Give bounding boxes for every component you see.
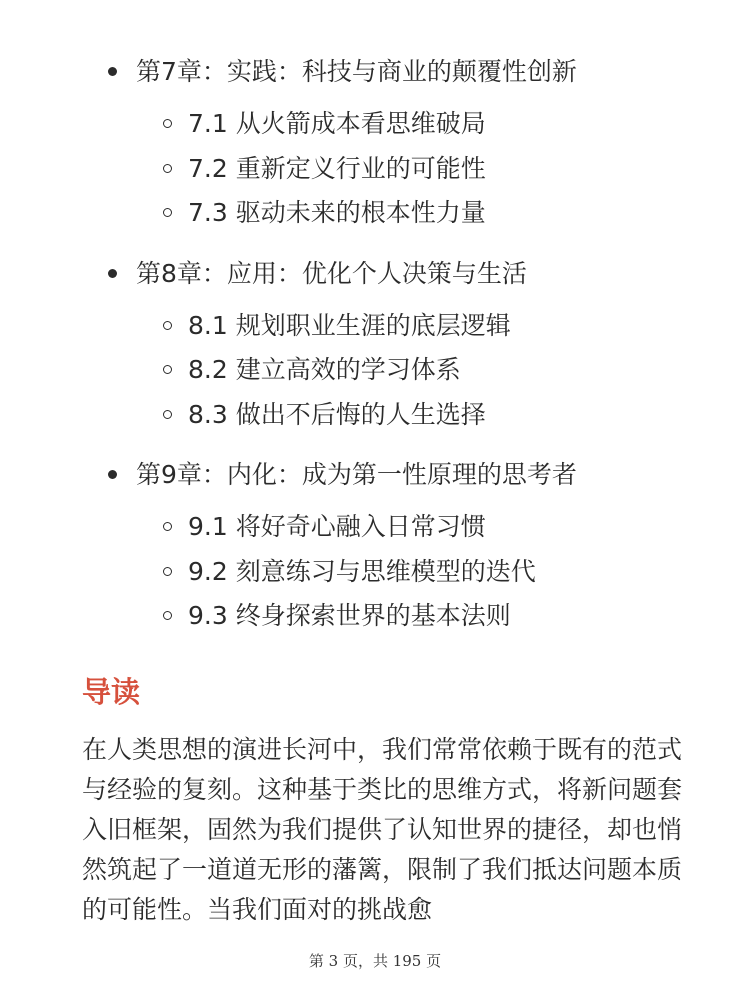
section-title: 8.3 做出不后悔的人生选择 <box>188 399 486 429</box>
section-title: 8.1 规划职业生涯的底层逻辑 <box>188 310 511 340</box>
section-list <box>108 505 728 639</box>
bullet-dot-icon <box>108 67 117 76</box>
section-title: 9.2 刻意练习与思维模型的迭代 <box>188 556 536 586</box>
toc-chapter-8 <box>108 254 728 438</box>
toc-section <box>163 348 728 393</box>
toc-section <box>163 102 728 147</box>
total-pages: 195 <box>392 952 422 970</box>
bullet-circle-icon <box>163 410 172 419</box>
chapter-title: 第9章：内化：成为第一性原理的思考者 <box>136 460 577 489</box>
toc-section <box>163 304 728 349</box>
toc-section <box>163 147 728 192</box>
toc-chapter-9 <box>108 455 728 639</box>
toc-chapter-7 <box>108 52 728 236</box>
toc-section <box>163 191 728 236</box>
section-title: 9.1 将好奇心融入日常习惯 <box>188 512 486 541</box>
bullet-circle-icon <box>163 119 172 128</box>
chapter-title: 第7章：实践：科技与商业的颠覆性创新 <box>136 57 577 86</box>
page-footer <box>0 950 750 971</box>
toc-section <box>163 393 728 438</box>
bullet-circle-icon <box>163 611 172 620</box>
section-title: 7.2 重新定义行业的可能性 <box>188 153 486 183</box>
toc-section <box>163 505 728 550</box>
toc-section <box>163 594 728 639</box>
table-of-contents <box>108 52 728 657</box>
section-title: 9.3 终身探索世界的基本法则 <box>188 601 511 630</box>
bullet-circle-icon <box>163 208 172 217</box>
section-title: 8.2 建立高效的学习体系 <box>188 355 461 384</box>
section-heading: 导读 <box>82 675 141 709</box>
bullet-circle-icon <box>163 365 172 374</box>
section-list <box>108 102 728 236</box>
intro-paragraph: 在人类思想的演进长河中，我们常常依赖于既有的范式与经验的复刻。这种基于类比的思维方式，将新问题套入旧框架，固然为我们提供了认知世界的捷径，却也悄然筑起了一道道无形的藩篱，限制了我们抵达问题本质的可能性。当我们面对的挑战愈 <box>82 735 683 924</box>
chapter-title: 第8章：应用：优化个人决策与生活 <box>136 258 527 288</box>
footer-suffix: 页 <box>421 952 442 970</box>
footer-prefix: 第 <box>308 952 329 970</box>
bullet-dot-icon <box>108 269 117 278</box>
toc-section <box>163 550 728 595</box>
bullet-circle-icon <box>163 164 172 173</box>
bullet-circle-icon <box>163 567 172 576</box>
section-list <box>108 304 728 438</box>
bullet-circle-icon <box>163 522 172 531</box>
bullet-circle-icon <box>163 321 172 330</box>
section-title: 7.1 从火箭成本看思维破局 <box>188 109 486 138</box>
footer-middle: 页，共 <box>338 952 393 970</box>
section-title: 7.3 驱动未来的根本性力量 <box>188 198 486 227</box>
bullet-dot-icon <box>108 470 117 479</box>
page-number: 3 <box>328 952 339 970</box>
